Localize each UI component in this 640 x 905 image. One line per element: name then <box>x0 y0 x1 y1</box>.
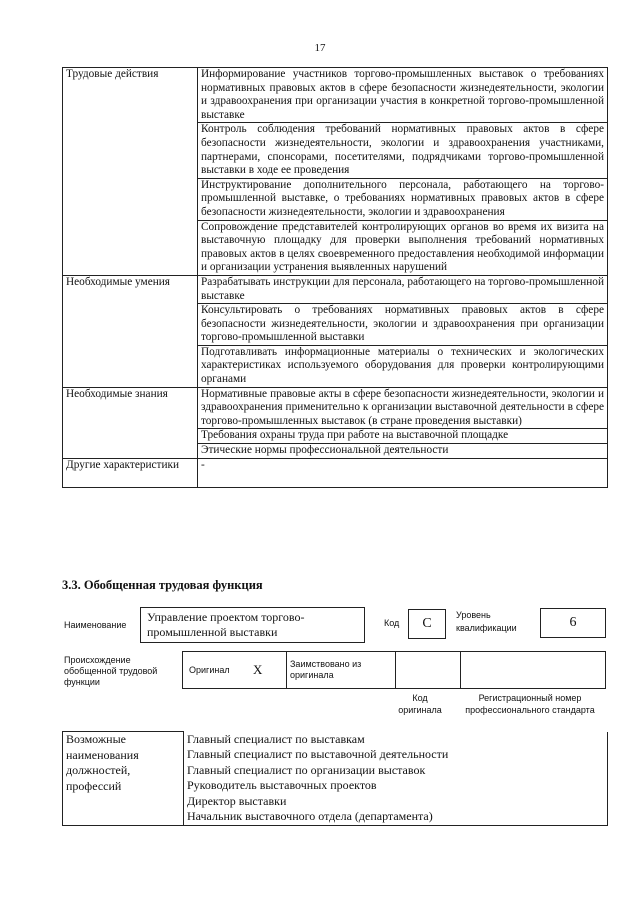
position-item: Руководитель выставочных проектов <box>184 778 608 794</box>
name-label: Наименование <box>64 620 127 630</box>
origin-table <box>182 651 606 689</box>
position-item: Главный специалист по выставочной деятельности <box>184 747 608 763</box>
function-name-value: Управление проектом торгово-промышленной выставки <box>140 607 365 643</box>
section-title: 3.3. Обобщенная трудовая функция <box>62 578 263 592</box>
level-label-line: квалификации <box>456 623 517 633</box>
table-cell: Этические нормы профессиональной деятельности <box>198 444 608 459</box>
borrowed-label <box>287 652 396 689</box>
registration-number-cell <box>461 652 606 689</box>
position-item: Директор выставки <box>184 794 608 810</box>
positions-label-line: Возможные <box>66 732 126 746</box>
table-cell: Требования охраны труда при работе на выставочной площадке <box>198 429 608 444</box>
table-cell: Инструктирование дополнительного персонала, работающего на торгово-промышленной выставке, о требованиях нормативных правовых актов в сфере безопасности жизнедеятельности, экологии и здравоохранения <box>198 178 608 220</box>
page-number: 17 <box>314 42 326 54</box>
table-row <box>63 68 608 123</box>
level-label-line: Уровень <box>456 610 491 620</box>
qualification-level-value: 6 <box>540 608 606 638</box>
table-cell: Подготавливать информационные материалы о технических и экологических характеристиках используемого оборудования для проверки контролирующими органами <box>198 345 608 387</box>
original-mark: X <box>250 652 287 689</box>
positions-label-line: профессий <box>66 778 122 793</box>
positions-label-line: наименования <box>66 747 139 762</box>
row-label-required-knowledge: Необходимые знания <box>63 387 198 458</box>
position-item: Начальник выставочного отдела (департамента) <box>184 809 608 825</box>
caption-original-code <box>390 692 450 716</box>
table-row <box>183 652 606 689</box>
table-row <box>63 275 608 303</box>
table-cell: Консультировать о требованиях нормативных правовых актов в сфере безопасности жизнедеятельности, экологии и здравоохранения при организации торгово-промышленной выставки <box>198 304 608 346</box>
position-item: Главный специалист по выставкам <box>184 732 608 748</box>
row-label-labor-actions: Трудовые действия <box>63 68 198 276</box>
origin-label <box>64 655 157 688</box>
table-cell: - <box>198 458 608 487</box>
position-item: Главный специалист по организации выставок <box>184 763 608 779</box>
origin-label-line: функции <box>64 677 100 687</box>
caption-line: профессионального стандарта <box>465 705 595 715</box>
caption-line: Код <box>412 693 428 703</box>
table-cell: Нормативные правовые акты в сфере безопасности жизнедеятельности, экологии и здравоохранения применительно к организации выставочной деятельности в сфере торгово-промышленных выставок (в стране проведения выставки) <box>198 387 608 429</box>
qualification-level-label <box>456 609 517 635</box>
table-cell: Сопровождение представителей контролирующих органов во время их визита на выставочную площадку для проверки выполнения требований нормативных правовых актов в целях своевременного предоставления необходимой информации и организации устранения выявленных нарушений <box>198 220 608 275</box>
borrowed-label-line: оригинала <box>290 670 334 680</box>
table-cell: Контроль соблюдения требований нормативных правовых актов в сфере безопасности жизнедеятельности, экологии и здравоохранения участниками, партнерами, спонсорами, посетителями, подрядчиками торгово-промышленной выставки в ходе ее проведения <box>198 123 608 178</box>
caption-line: оригинала <box>398 705 442 715</box>
table-cell: Разрабатывать инструкции для персонала, работающего на торгово-промышленной выставке <box>198 275 608 303</box>
origin-label-line: Происхождение <box>64 655 131 665</box>
code-value: C <box>408 609 446 639</box>
origin-label-line: обобщенной трудовой <box>64 666 158 676</box>
table-row <box>63 387 608 429</box>
labor-functions-table <box>62 67 608 488</box>
positions-table <box>62 731 608 826</box>
original-label: Оригинал <box>183 652 251 689</box>
positions-label-line: должностей, <box>66 763 131 777</box>
code-label: Код <box>384 618 400 628</box>
table-row <box>63 458 608 487</box>
table-cell: Информирование участников торгово-промышленных выставок о требованиях нормативных правовых актов в сфере безопасности жизнедеятельности, экологии и здравоохранения при организации участия в конкретной торгово-промышленной выставке <box>198 68 608 123</box>
borrowed-label-line: Заимствовано из <box>290 659 362 669</box>
table-row <box>63 732 608 748</box>
row-label-other-characteristics: Другие характеристики <box>63 458 198 487</box>
positions-label <box>63 732 184 826</box>
caption-registration-number <box>456 692 604 716</box>
row-label-required-skills: Необходимые умения <box>63 275 198 387</box>
caption-line: Регистрационный номер <box>478 693 582 703</box>
original-code-cell <box>396 652 461 689</box>
